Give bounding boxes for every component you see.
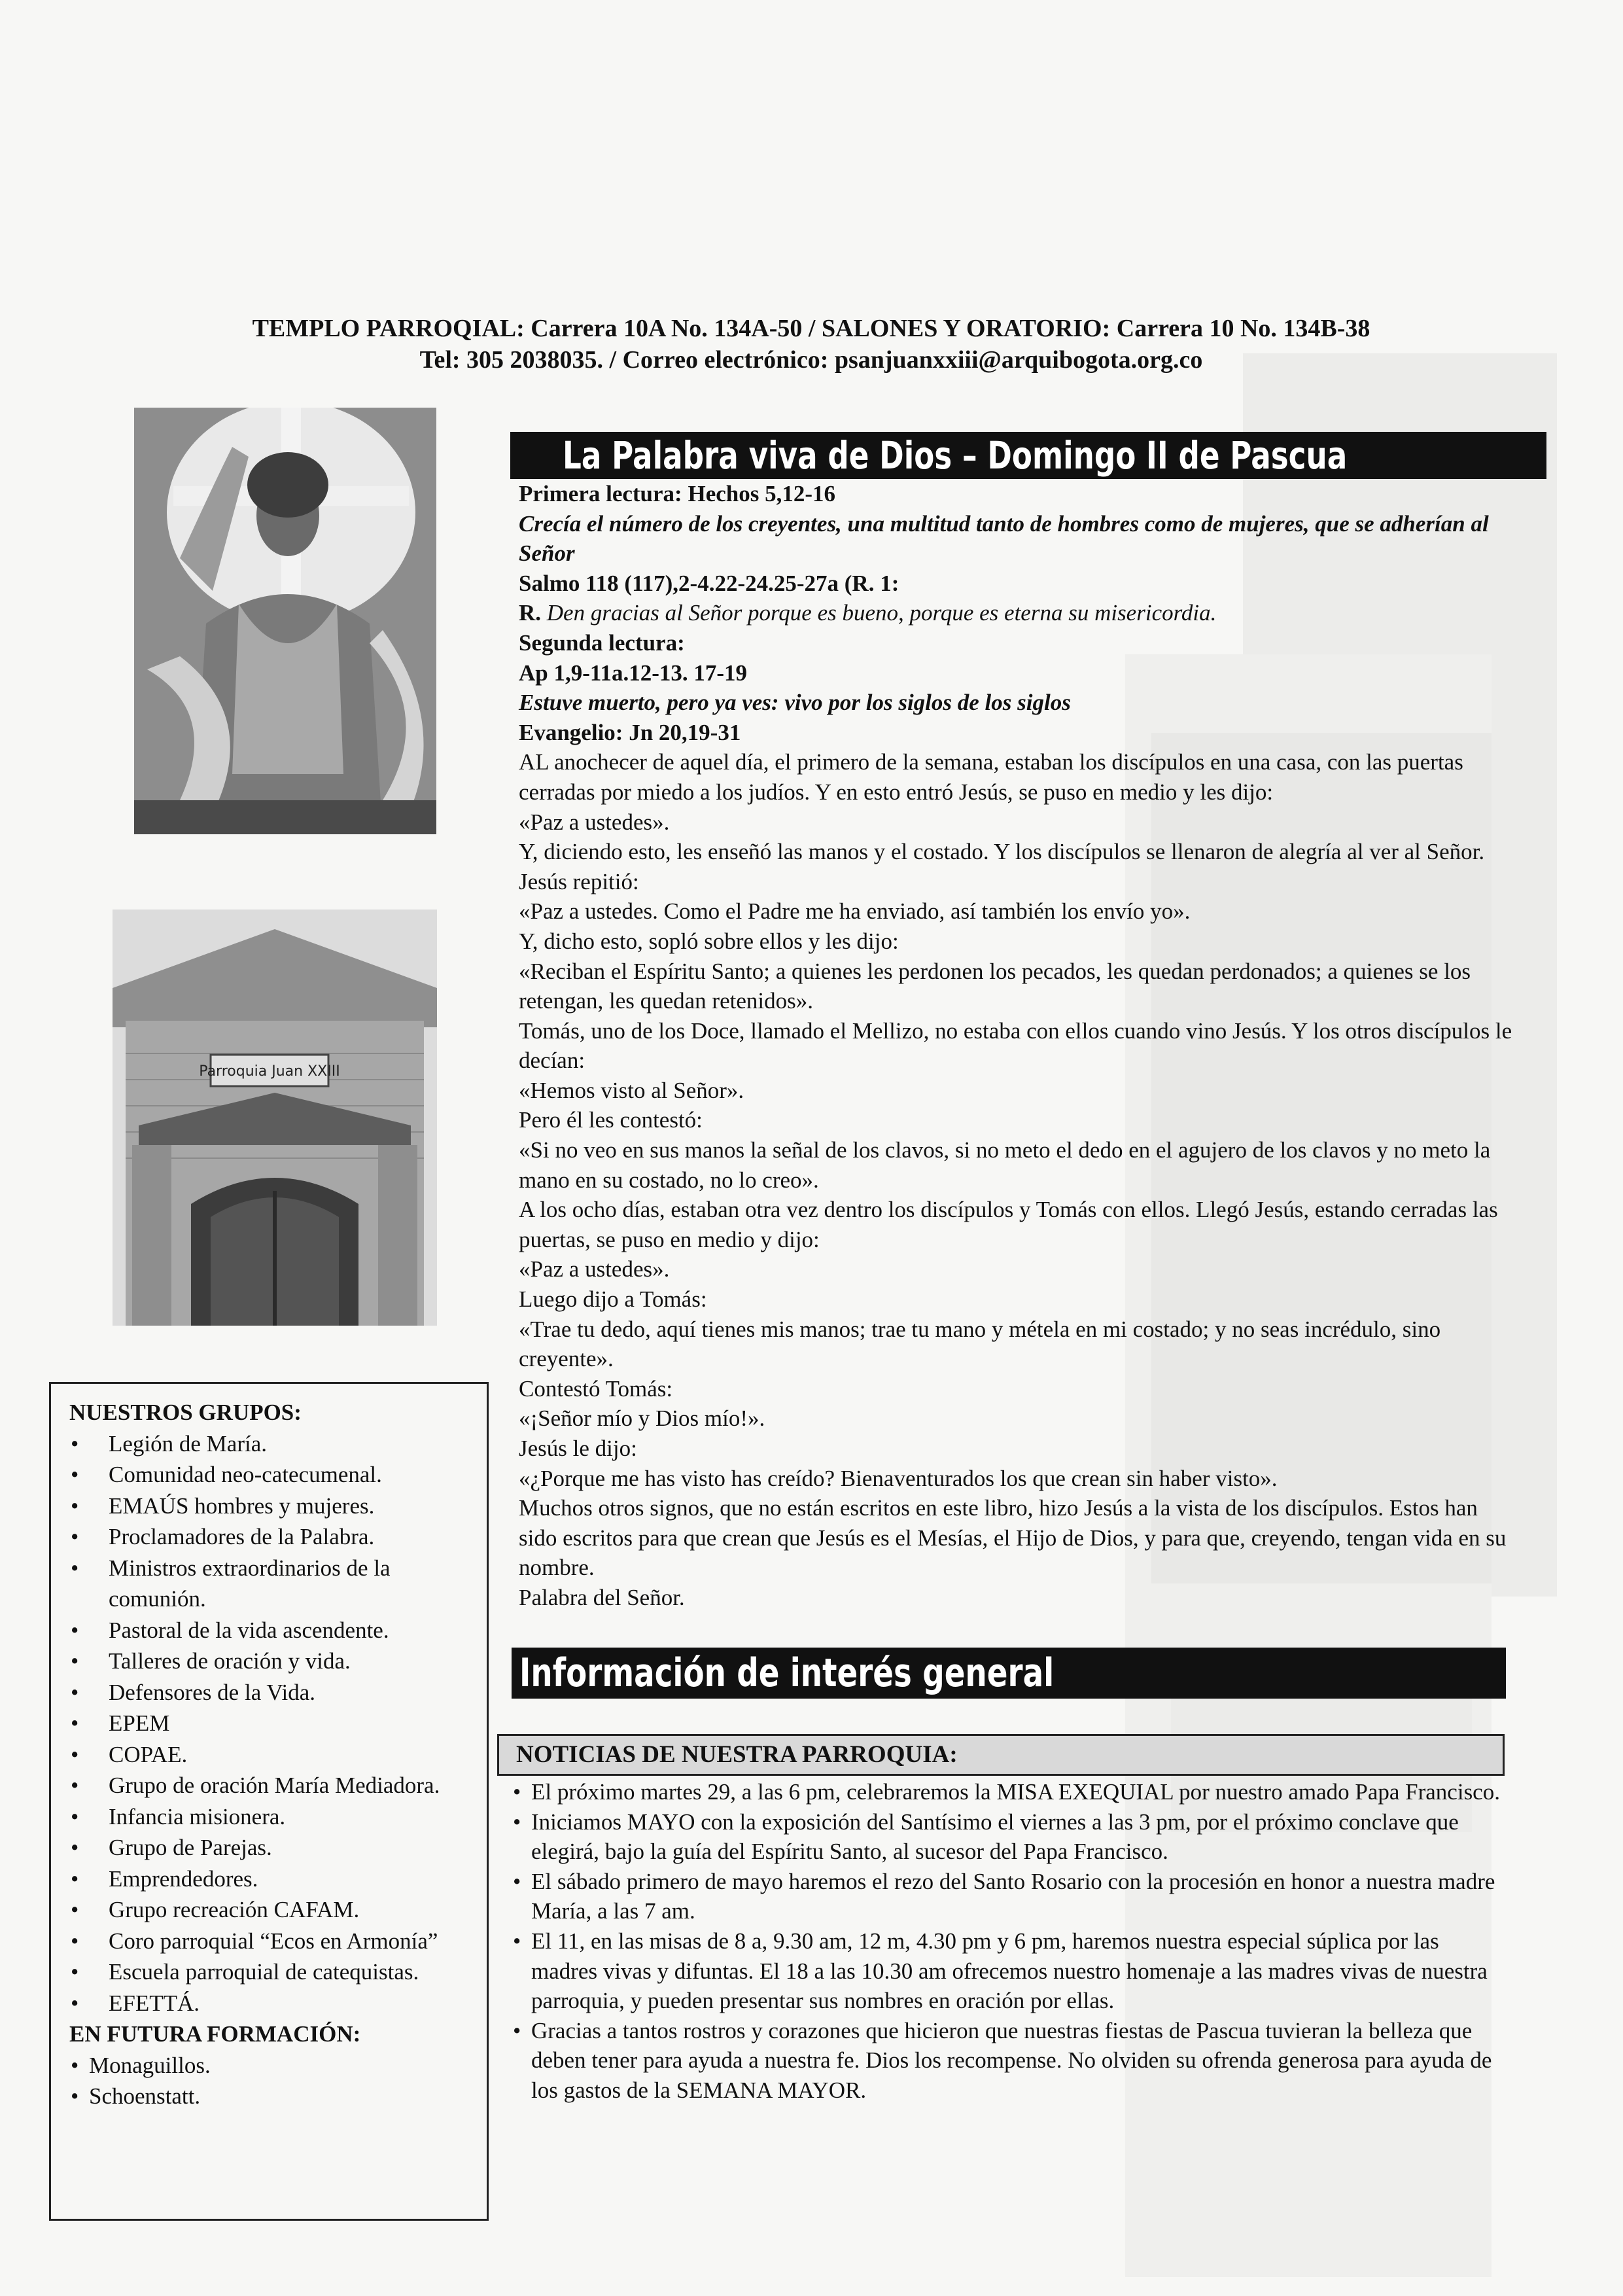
psalm-r-marker: R. xyxy=(519,600,542,626)
news-item: • El próximo martes 29, a las 6 pm, celebraremos la MISA EXEQUIAL por nuestro amado Papa Francisco. xyxy=(512,1777,1506,1807)
gospel-paragraph: «Trae tu dedo, aquí tienes mis manos; trae tu mano y métela en mi costado; y no seas incrédulo, sino creyente». xyxy=(519,1316,1441,1372)
group-item: • Legión de María. xyxy=(69,1428,479,1460)
group-item: • EPEM xyxy=(69,1708,479,1739)
group-item: • Ministros extraordinarios de la comunión. xyxy=(69,1553,479,1615)
bullet-icon: • xyxy=(71,1959,79,1985)
jesus-photo xyxy=(134,408,436,834)
gospel-paragraph: «¡Señor mío y Dios mío!». xyxy=(519,1405,765,1432)
bullet-icon: • xyxy=(71,1897,79,1922)
news-item: • Gracias a tantos rostros y corazones que hicieron que nuestras fiestas de Pascua tuvieran la belleza que deben tener para ayuda a nuestra fe. Dios los recompense. No olviden su ofrenda generosa para ayuda de los gastos de la SEMANA MAYOR. xyxy=(512,2016,1506,2106)
bullet-icon: • xyxy=(513,1928,521,1954)
gospel-paragraph: «Si no veo en sus manos la señal de los clavos, si no meto el dedo en el agujero de los clavos y no meto la mano en su costado, no lo creo». xyxy=(519,1137,1491,1193)
group-item: • Defensores de la Vida. xyxy=(69,1677,479,1708)
bullet-icon: • xyxy=(71,1928,79,1954)
gospel-paragraph: A los ocho días, estaban otra vez dentro los discípulos y Tomás con ellos. Llegó Jesús, estando cerradas las puertas, se puso en medio y dijo: xyxy=(519,1197,1498,1252)
group-item: • Comunidad neo-catecumenal. xyxy=(69,1459,479,1491)
bullet-icon: • xyxy=(71,2083,79,2109)
gospel-paragraph: AL anochecer de aquel día, el primero de la semana, estaban los discípulos en una casa, con las puertas cerradas por miedo a los judíos. Y en esto entró Jesús, se puso en medio y les dijo: xyxy=(519,749,1463,805)
bullet-icon: • xyxy=(513,2017,521,2043)
psalm-response xyxy=(519,598,1513,628)
news-item: • Iniciamos MAYO con la exposición del Santísimo el viernes a las 3 pm, por el próximo conclave que elegirá, bajo la guía del Espíritu Santo, al sucesor del Papa Francisco. xyxy=(512,1807,1506,1867)
readings-banner-text: La Palabra viva de Dios – Domingo II de Pascua xyxy=(563,433,1348,478)
bullet-icon: • xyxy=(71,1803,79,1829)
church-sign-text: Parroquia Juan XXIII xyxy=(199,1063,340,1080)
gospel-paragraph: Tomás, uno de los Doce, llamado el Mellizo, no estaba con ellos cuando vino Jesús. Y los otros discípulos le decían: xyxy=(519,1017,1512,1074)
group-item: • Talleres de oración y vida. xyxy=(69,1646,479,1677)
bullet-icon: • xyxy=(513,1779,521,1805)
gospel-label: Evangelio: Jn 20,19-31 xyxy=(519,719,741,745)
bullet-icon: • xyxy=(513,1868,521,1894)
first-reading-label: Primera lectura: Hechos 5,12-16 xyxy=(519,481,836,506)
group-item: • Grupo de Parejas. xyxy=(69,1832,479,1863)
group-item: • COPAE. xyxy=(69,1739,479,1771)
gospel-paragraph: Y, diciendo esto, les enseñó las manos y el costado. Y los discípulos se llenaron de alegría al ver al Señor. Jesús repitió: xyxy=(519,839,1485,894)
bullet-icon: • xyxy=(71,1710,79,1736)
news-item: • El 11, en las misas de 8 a, 9.30 am, 12 m, 4.30 pm y 6 pm, haremos nuestra especial súplica por las madres vivas y difuntas. El 18 a las 10.30 am ofrecemos nuestro homenaje a las madres vivas de nuestra parroquia, y pueden presentar sus nombres en oración por ellas. xyxy=(512,1926,1506,2016)
first-reading-text: Crecía el número de los creyentes, una multitud tanto de hombres como de mujeres, que se adherían al Señor xyxy=(519,510,1489,567)
psalm-text: Den gracias al Señor porque es bueno, porque es eterna su misericordia. xyxy=(546,600,1217,626)
future-formation-title: EN FUTURA FORMACIÓN: xyxy=(69,2021,361,2047)
bullet-icon: • xyxy=(71,1555,79,1581)
group-item: • Escuela parroquial de catequistas. xyxy=(69,1956,479,1988)
address-line: TEMPLO PARROQIAL: Carrera 10A No. 134A-50 / SALONES Y ORATORIO: Carrera 10 No. 134B-38 xyxy=(252,315,1370,342)
gospel-paragraph: «¿Porque me has visto has creído? Bienaventurados los que crean sin haber visto». xyxy=(519,1465,1278,1491)
bullet-icon: • xyxy=(71,1741,79,1767)
bullet-icon: • xyxy=(71,1524,79,1549)
info-banner-text: Información de interés general xyxy=(519,1650,1055,1696)
gospel-paragraph: «Hemos visto al Señor». xyxy=(519,1077,744,1103)
gospel-paragraph: Contestó Tomás: xyxy=(519,1375,673,1402)
future-formation-list xyxy=(69,2050,479,2112)
readings-section xyxy=(519,479,1513,1613)
gospel-paragraph: Y, dicho esto, sopló sobre ellos y les dijo: xyxy=(519,928,899,954)
info-banner xyxy=(512,1648,1506,1699)
group-item: • Grupo recreación CAFAM. xyxy=(69,1894,479,1926)
gospel-paragraph: Jesús le dijo: xyxy=(519,1436,637,1461)
bullet-icon: • xyxy=(71,1773,79,1798)
bullet-icon: • xyxy=(71,1648,79,1674)
news-item: • El sábado primero de mayo haremos el rezo del Santo Rosario con la procesión en honor a nuestra madre María, a las 7 am. xyxy=(512,1867,1506,1926)
bullet-icon: • xyxy=(71,1679,79,1705)
bullet-icon: • xyxy=(71,1835,79,1860)
second-reading-label: Segunda lectura: xyxy=(519,629,685,656)
gospel-paragraph: Muchos otros signos, que no están escritos en este libro, hizo Jesús a la vista de los discípulos. Estos han sido escritos para que crean que Jesús es el Mesías, el Hijo de Dios, y para que, creyendo, tengan vida en su nombre. xyxy=(519,1495,1507,1581)
group-item: • Emprendedores. xyxy=(69,1863,479,1895)
gospel-paragraph: Pero él les contestó: xyxy=(519,1107,703,1133)
second-reading-text: Estuve muerto, pero ya ves: vivo por los siglos de los siglos xyxy=(519,690,1071,716)
bullet-icon: • xyxy=(71,1617,79,1643)
group-item: • Pastoral de la vida ascendente. xyxy=(69,1615,479,1646)
group-item: • Coro parroquial “Ecos en Armonía” xyxy=(69,1926,479,1957)
gospel-paragraph: «Reciban el Espíritu Santo; a quienes les perdonen los pecados, les quedan perdonados; a quienes se los retengan, les quedan retenidos». xyxy=(519,958,1471,1014)
bullet-icon: • xyxy=(71,1430,79,1457)
groups-title: NUESTROS GRUPOS: xyxy=(69,1400,302,1425)
parish-header xyxy=(118,313,1505,376)
news-list xyxy=(512,1777,1506,2106)
bullet-icon: • xyxy=(71,1865,79,1892)
future-item: • Monaguillos. xyxy=(69,2050,479,2081)
news-title: NOTICIAS DE NUESTRA PARROQUIA: xyxy=(516,1741,958,1768)
group-item: • Proclamadores de la Palabra. xyxy=(69,1521,479,1553)
jesus-illustration xyxy=(134,408,436,834)
groups-list xyxy=(69,1428,479,2019)
psalm-label: Salmo 118 (117),2-4.22-24.25-27a (R. 1: xyxy=(519,570,899,596)
bullet-icon: • xyxy=(71,1990,79,2016)
groups-box xyxy=(49,1382,489,2221)
gospel-paragraph: Palabra del Señor. xyxy=(519,1584,685,1610)
gospel-paragraph: «Paz a ustedes». xyxy=(519,1256,670,1282)
bullet-icon: • xyxy=(71,2052,79,2078)
church-photo xyxy=(113,910,437,1326)
gospel-paragraph: «Paz a ustedes. Como el Padre me ha enviado, así también los envío yo». xyxy=(519,898,1191,925)
gospel-paragraph: Luego dijo a Tomás: xyxy=(519,1286,707,1313)
group-item: • Infancia misionera. xyxy=(69,1801,479,1833)
bullet-icon: • xyxy=(71,1462,79,1487)
group-item: • EFETTÁ. xyxy=(69,1988,479,2019)
future-item: • Schoenstatt. xyxy=(69,2081,479,2112)
readings-banner xyxy=(510,432,1546,479)
bullet-icon: • xyxy=(71,1492,79,1519)
contact-line: Tel: 305 2038035. / Correo electrónico: psanjuanxxiii@arquibogota.org.co xyxy=(419,346,1203,374)
group-item: • EMAÚS hombres y mujeres. xyxy=(69,1491,479,1522)
news-list-section xyxy=(512,1777,1506,2106)
second-reading-ref: Ap 1,9-11a.12-13. 17-19 xyxy=(519,660,748,686)
news-title-box xyxy=(497,1734,1505,1776)
bullet-icon: • xyxy=(513,1809,521,1835)
gospel-paragraph: «Paz a ustedes». xyxy=(519,809,670,835)
group-item: • Grupo de oración María Mediadora. xyxy=(69,1770,479,1801)
church-illustration xyxy=(113,910,437,1326)
